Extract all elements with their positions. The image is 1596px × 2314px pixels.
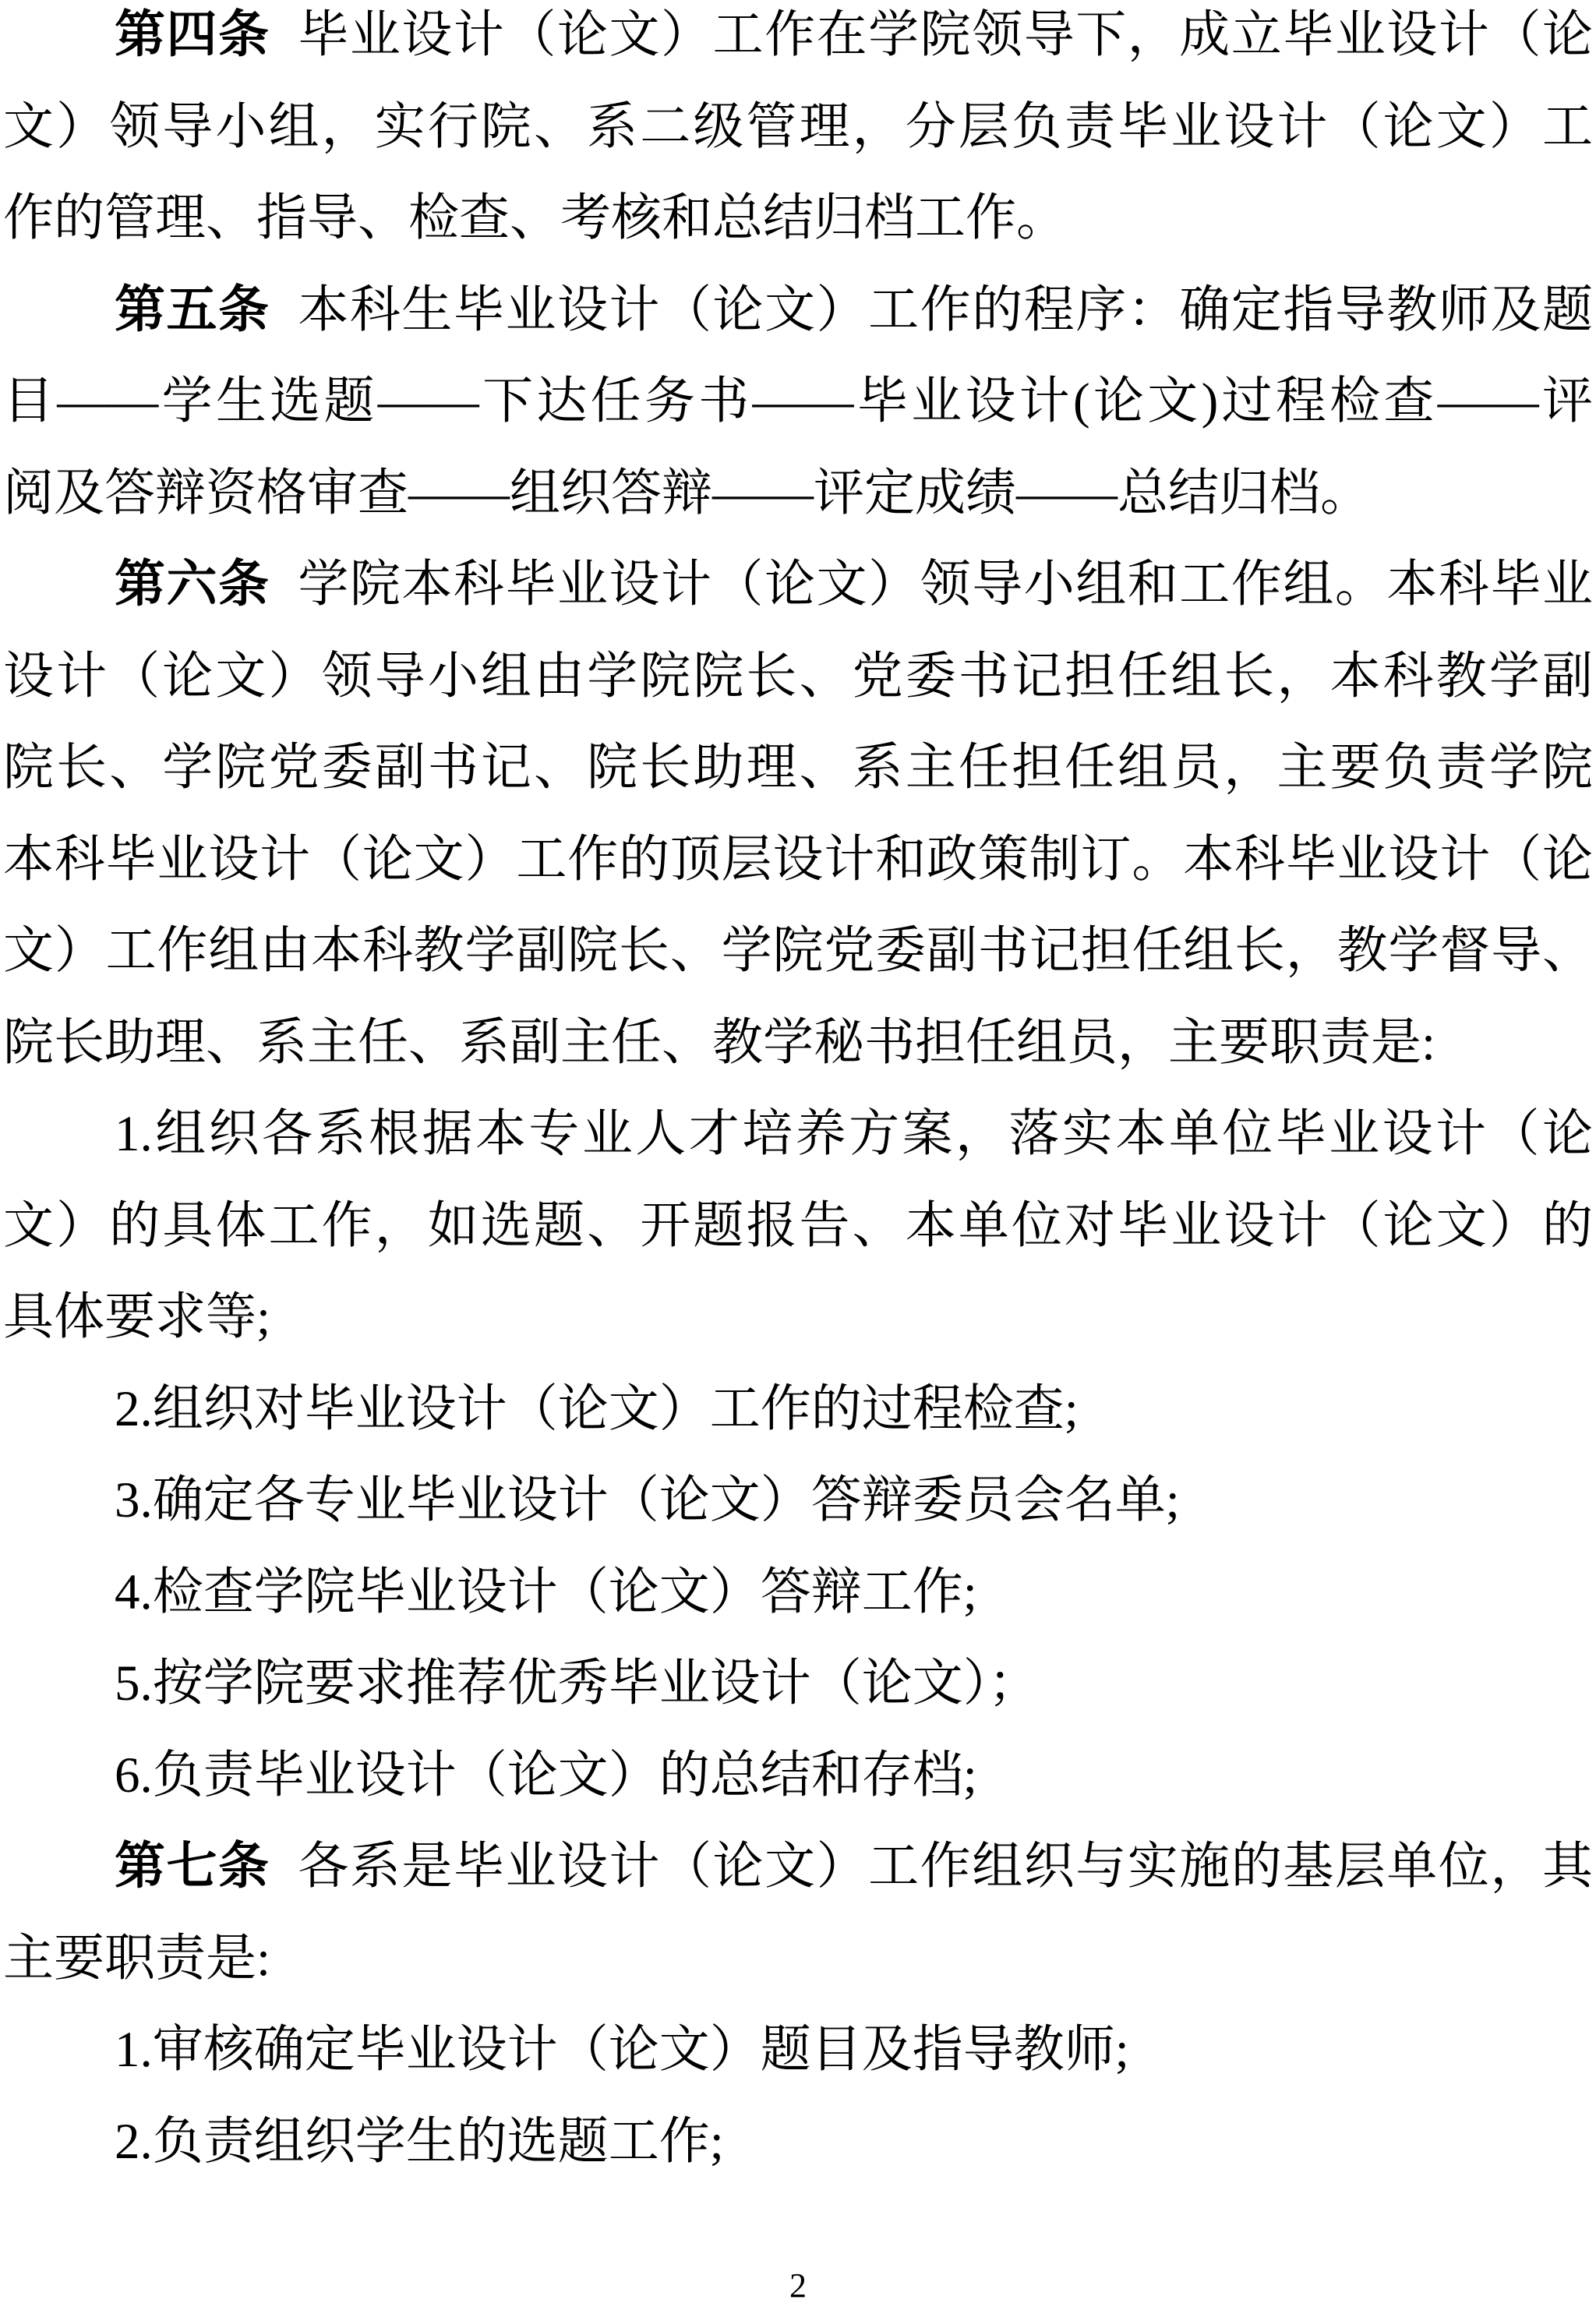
- line-text: 2.组织对毕业设计（论文）工作的过程检查;: [115, 1380, 1079, 1437]
- text-line: [3, 1821, 1593, 1913]
- line-text: 文）工作组由本科教学副院长、学院党委副书记担任组长，教学督导、: [3, 923, 1593, 979]
- document-body: [3, 0, 1593, 2188]
- line-text: 各系是毕业设计（论文）工作组织与实施的基层单位，其: [298, 1839, 1593, 1895]
- paragraph: [3, 1821, 1593, 2005]
- text-line: [3, 722, 1593, 814]
- text-line: [3, 1455, 1593, 1547]
- paragraph: [3, 1547, 1593, 1639]
- text-line: [3, 1272, 1593, 1364]
- line-text: 毕业设计（论文）工作在学院领导下，成立毕业设计（论: [298, 7, 1593, 63]
- text-line: [3, 82, 1593, 174]
- text-line: [3, 2005, 1593, 2097]
- line-text: 学院本科毕业设计（论文）领导小组和工作组。本科毕业: [298, 556, 1593, 613]
- line-text: 文）的具体工作，如选题、开题报告、本单位对毕业设计（论文）的: [3, 1197, 1593, 1254]
- line-text: 1.组织各系根据本专业人才培养方案，落实本单位毕业设计（论: [115, 1106, 1593, 1162]
- paragraph: [3, 1730, 1593, 1822]
- text-line: [3, 1638, 1593, 1730]
- line-text: 2.负责组织学生的选题工作;: [115, 2113, 724, 2170]
- line-text: 阅及答辩资格审查——组织答辩——评定成绩——总结归档。: [3, 465, 1372, 521]
- line-text: 5.按学院要求推荐优秀毕业设计（论文）；: [115, 1655, 1040, 1712]
- line-text: 院长助理、系主任、系副主任、教学秘书担任组员，主要职责是:: [3, 1014, 1436, 1071]
- line-text: 4.检查学院毕业设计（论文）答辩工作;: [115, 1563, 977, 1620]
- text-line: [3, 1730, 1593, 1822]
- paragraph: [3, 0, 1593, 265]
- article-number: 第七条: [115, 1839, 270, 1895]
- paragraph: [3, 539, 1593, 1089]
- text-line: [3, 1181, 1593, 1273]
- line-text: 具体要求等;: [3, 1289, 271, 1345]
- line-text: 本科生毕业设计（论文）工作的程序：确定指导教师及题: [298, 281, 1593, 338]
- text-line: [3, 1089, 1593, 1181]
- paragraph: [3, 2097, 1593, 2189]
- text-line: [3, 1364, 1593, 1456]
- article-number: 第六条: [115, 556, 270, 613]
- page-number: 2: [789, 2266, 807, 2305]
- text-line: [3, 356, 1593, 448]
- text-line: [3, 631, 1593, 723]
- line-text: 目——学生选题——下达任务书——毕业设计(论文)过程检查——评: [3, 373, 1593, 429]
- text-line: [3, 1913, 1593, 2005]
- line-text: 3.确定各专业毕业设计（论文）答辩委员会名单;: [115, 1472, 1180, 1528]
- text-line: [3, 539, 1593, 631]
- line-text: 文）领导小组，实行院、系二级管理，分层负责毕业设计（论文）工: [3, 98, 1593, 155]
- line-text: 作的管理、指导、检查、考核和总结归档工作。: [3, 190, 1068, 246]
- text-line: [3, 0, 1593, 82]
- line-text: 院长、学院党委副书记、院长助理、系主任担任组员，主要负责学院: [3, 740, 1593, 796]
- line-text: 本科毕业设计（论文）工作的顶层设计和政策制订。本科毕业设计（论: [3, 831, 1593, 888]
- text-line: [3, 2097, 1593, 2189]
- paragraph: [3, 265, 1593, 540]
- text-line: [3, 998, 1593, 1090]
- article-number: 第四条: [115, 7, 270, 63]
- line-text: 1.审核确定毕业设计（论文）题目及指导教师;: [115, 2022, 1129, 2078]
- paragraph: [3, 1089, 1593, 1364]
- paragraph: [3, 2005, 1593, 2097]
- line-text: 设计（论文）领导小组由学院院长、党委书记担任组长，本科教学副: [3, 648, 1593, 705]
- paragraph: [3, 1364, 1593, 1456]
- text-line: [3, 448, 1593, 540]
- article-number: 第五条: [115, 281, 270, 338]
- line-text: 主要职责是:: [3, 1930, 271, 1987]
- text-line: [3, 173, 1593, 265]
- paragraph: [3, 1638, 1593, 1730]
- text-line: [3, 265, 1593, 357]
- text-line: [3, 814, 1593, 906]
- text-line: [3, 1547, 1593, 1639]
- paragraph: [3, 1455, 1593, 1547]
- line-text: 6.负责毕业设计（论文）的总结和存档;: [115, 1747, 977, 1804]
- text-line: [3, 906, 1593, 998]
